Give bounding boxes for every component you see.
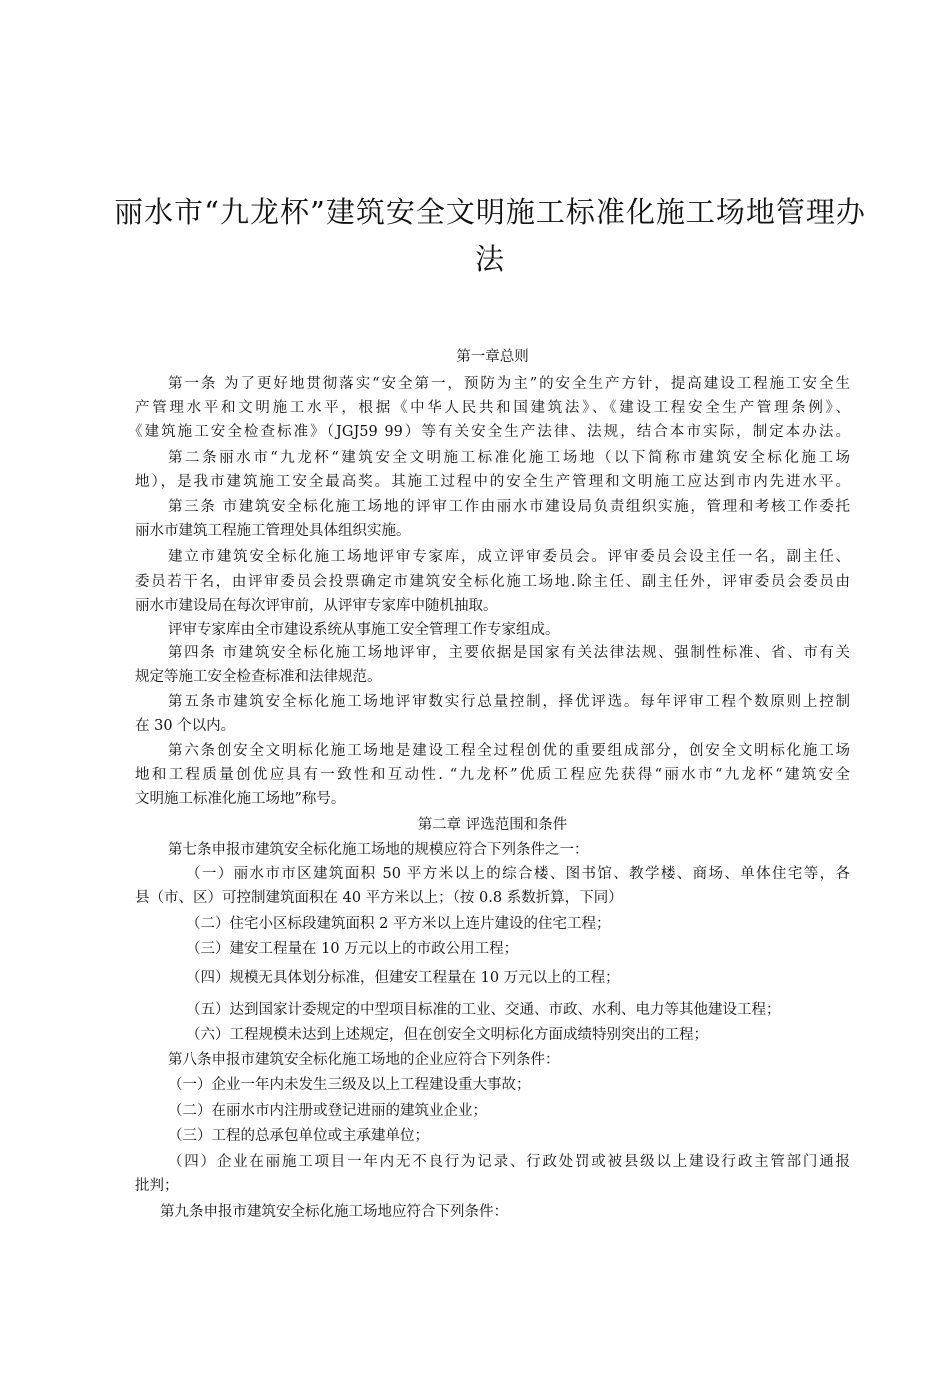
article-5-line-2: 在 30 个以内。 [135,718,236,734]
article-8: 第八条申报市建筑安全标化施工场地的企业应符合下列条件： [168,1052,560,1068]
article-2-line-1: 第二条丽水市“九龙杯“建筑安全文明施工标准化施工场地（以下简称市建筑安全标化施工场 [168,450,850,466]
article-3-line-1: 第三条 市建筑安全标化施工场地的评审工作由丽水市建设局负责组织实施，管理和考核工作委托 [168,499,850,515]
article-6-line-3: 文明施工标准化施工场地”称号。 [135,791,346,807]
condition-4: （四）规模无具体划分标准，但建安工程量在 10 万元以上的工程； [186,970,620,986]
condition-5: （五）达到国家计委规定的中型项目标准的工业、交通、市政、水利、电力等其他建设工程； [186,1002,781,1018]
article-1-line-2: 产管理水平和文明施工水平，根据《中华人民共和国建筑法》、《建设工程安全生产管理条例》、 [135,400,850,416]
article-9: 第九条申报市建筑安全标化施工场地应符合下列条件： [160,1204,508,1220]
article-4-line-2: 规定等施工安全检查标准和法律规范。 [135,669,382,685]
enterprise-condition-4-line-1: （四）企业在丽施工项目一年内无不良行为记录、行政处罚或被县级以上建设行政主管部门通报 [168,1154,850,1170]
article-4-line-1: 第四条 市建筑安全标化施工场地评审，主要依据是国家有关法律法规、强制性标准、省、市有关 [168,645,850,661]
paragraph-committee-line-3: 丽水市建设局在每次评审前，从评审专家库中随机抽取。 [135,598,498,614]
enterprise-condition-1: （一）企业一年内未发生三级及以上工程建设重大事故； [168,1077,531,1093]
chapter-heading-2: 第二章 评选范围和条件 [417,817,568,833]
condition-3: （三）建安工程量在 10 万元以上的市政公用工程； [186,941,519,957]
article-1-line-1: 第一条 为了更好地贯彻落实“安全第一，预防为主”的安全生产方针，提高建设工程施工安全生 [168,376,850,392]
article-6-line-2: 地和工程质量创优应具有一致性和互动性. “九龙杯”优质工程应先获得“丽水市“九龙杯“建筑安全 [135,767,850,783]
condition-2: （二）住宅小区标段建筑面积 2 平方米以上连片建设的住宅工程； [186,916,611,932]
paragraph-expert-pool: 评审专家库由全市建设系统从事施工安全管理工作专家组成。 [168,622,560,638]
article-7: 第七条申报市建筑安全标化施工场地的规模应符合下列条件之一： [168,842,589,858]
paragraph-committee-line-2: 委员若干名，由评审委员会投票确定市建筑安全标化施工场地.除主任、副主任外，评审委员会委员由 [135,574,850,590]
enterprise-condition-3: （三）工程的总承包单位或主承建单位； [168,1128,429,1144]
article-6-line-1: 第六条创安全文明标化施工场地是建设工程全过程创优的重要组成部分，创安全文明标化施工场 [168,743,850,759]
condition-1-line-1: （一）丽水市市区建筑面积 50 平方米以上的综合楼、图书馆、教学楼、商场、单体住宅等，各 [186,866,850,882]
condition-1-line-2: 县（市、区）可控制建筑面积在 40 平方米以上；（按 0.8 系数折算，下同） [135,890,623,906]
document-title: 丽水市“九龙杯”建筑安全文明施工标准化施工场地管理办 [114,195,866,229]
document-title-continued: 法 [474,242,505,276]
article-2-line-2: 地），是我市建筑施工安全最高奖。其施工过程中的安全生产管理和文明施工应达到市内先进水平。 [135,474,850,490]
article-5-line-1: 第五条市建筑安全标化施工场地评审数实行总量控制，择优评选。每年评审工程个数原则上控制 [168,694,850,710]
chapter-heading-1: 第一章总则 [456,349,529,365]
paragraph-committee-line-1: 建立市建筑安全标化施工场地评审专家库，成立评审委员会。评审委员会设主任一名，副主任、 [168,549,850,565]
enterprise-condition-4-line-2: 批判； [135,1178,179,1194]
article-1-line-3: 《建筑施工安全检查标准》（JGJ59 99）等有关安全生产法律、法规，结合本市实际，制定本办法。 [128,424,850,440]
article-3-line-2: 丽水市建筑工程施工管理处具体组织实施。 [135,523,411,539]
enterprise-condition-2: （二）在丽水市内注册或登记进丽的建筑业企业； [168,1103,487,1119]
condition-6: （六）工程规模未达到上述规定，但在创安全文明标化方面成绩特别突出的工程； [186,1027,708,1043]
